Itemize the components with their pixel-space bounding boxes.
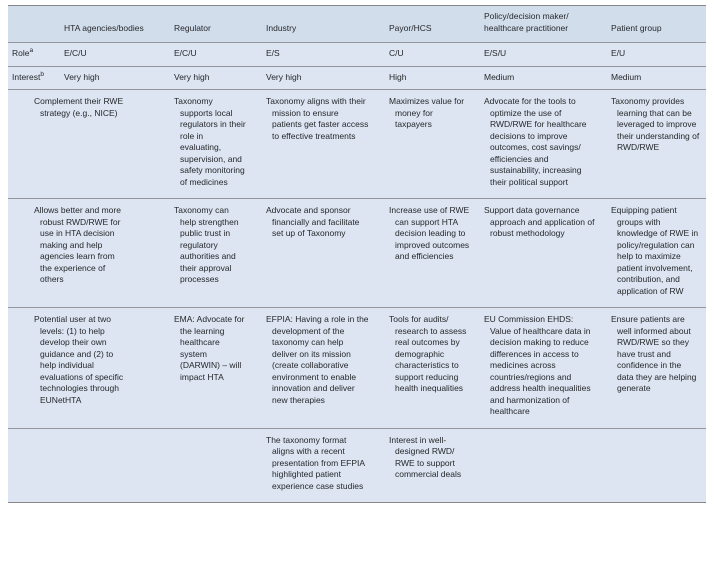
table-row-4 (8, 428, 706, 503)
cell-payor: Increase use of RWE can support HTA decision leading to improved outcomes and efficiencies (389, 205, 470, 261)
table-row-2 (8, 199, 706, 308)
cell-industry: Advocate and sponsor financially and facilitate set up of Taxonomy (266, 205, 360, 238)
cell-industry: Taxonomy aligns with their mission to ensure patients get faster access to effective treatments (266, 96, 369, 141)
table-row-3 (8, 308, 706, 429)
interest-patient: Medium (611, 71, 642, 82)
interest-policy: Medium (484, 71, 515, 82)
role-payor: C/U (389, 48, 404, 58)
cell-industry: The taxonomy format aligns with a recent presentation from EFPIA highlighted patient experience case studies (266, 434, 365, 491)
role-patient: E/U (611, 48, 626, 58)
cell-hta: Allows better and more robust RWD/RWE for use in HTA decision making and help agencies learn from the experience of others (34, 205, 121, 284)
role-label: Role (12, 48, 30, 58)
cell-payor: Maximizes value for money for taxpayers (389, 96, 465, 129)
role-hta: E/C/U (64, 48, 87, 58)
role-row (8, 43, 706, 67)
cell-policy (480, 428, 607, 503)
col-header-payor: Payor/HCS (385, 6, 480, 43)
cell-regulator: Taxonomy supports local regulators in their role in evaluating, supervision, and safety monitoring of medicines (174, 96, 246, 187)
table-row-1 (8, 90, 706, 199)
cell-patient: Equipping patient groups with knowledge of RWE in policy/regulation can help to maximize patient involvement, contribution, and application of RW (611, 205, 699, 296)
cell-policy: EU Commission EHDS: Value of healthcare data in decision making to reduce differences in access to medicines across countries/regions and address health inequalities and harmonization of healthcare (484, 314, 591, 416)
col-header-industry: Industry (262, 6, 385, 43)
cell-regulator: EMA: Advocate for the learning healthcare system (DARWIN) – will impact HTA (174, 314, 245, 382)
col-header-regulator: Regulator (170, 6, 262, 43)
cell-payor: Interest in well-designed RWD/ RWE to support commercial deals (389, 434, 462, 479)
interest-industry: Very high (266, 71, 302, 82)
cell-regulator (170, 428, 262, 503)
role-regulator: E/C/U (174, 48, 197, 58)
footnote-marker-b: b (40, 70, 44, 78)
cell-hta: Complement their RWE strategy (e.g., NICE) (34, 96, 124, 118)
role-industry: E/S (266, 48, 280, 58)
cell-hta: Potential user at two levels: (1) to help develop their own guidance and (2) to help individual evaluations of specific technologies through EUNetHTA (34, 314, 124, 405)
interest-label: Interest (12, 71, 41, 82)
cell-industry: EFPIA: Having a role in the development of the taxonomy can help deliver on its mission (create collaborative environment to enable innovation and deliver new therapies (266, 314, 369, 405)
cell-payor: Tools for audits/ research to assess real outcomes by demographic characteristics to support reducing health inequalities (389, 314, 467, 393)
interest-row (8, 66, 706, 90)
row-label-role (8, 43, 60, 67)
cell-policy: Support data governance approach and application of robust methodology (484, 205, 595, 238)
col-header-patient-group: Patient group (607, 6, 706, 43)
cell-policy: Advocate for the tools to optimize the use of RWD/RWE for healthcare decisions to improve outcomes, cost savings/ efficiencies and sustainability, increasing their political support (484, 96, 587, 187)
col-header-hta-agencies: HTA agencies/bodies (60, 6, 170, 43)
cell-regulator: Taxonomy can help strengthen public trust in regulatory authorities and their approval processes (174, 205, 239, 284)
stakeholder-table (8, 5, 706, 503)
cell-patient: Taxonomy provides learning that can be leveraged to improve their understanding of RWD/RWE (611, 96, 700, 152)
role-policy: E/S/U (484, 48, 507, 58)
col-header-policy-maker: Policy/decision maker/ healthcare practitioner (480, 6, 607, 43)
footnote-marker-a: a (29, 47, 34, 55)
interest-hta: Very high (64, 71, 100, 82)
interest-payor: High (389, 71, 407, 82)
header-empty (8, 6, 60, 43)
header-row (8, 6, 706, 43)
cell-patient (607, 428, 706, 503)
row-label-interest (8, 66, 60, 90)
cell-hta (8, 428, 170, 503)
cell-patient: Ensure patients are well informed about RWD/RWE so they have trust and confidence in the data they are helping generate (611, 314, 697, 393)
interest-regulator: Very high (174, 71, 210, 82)
